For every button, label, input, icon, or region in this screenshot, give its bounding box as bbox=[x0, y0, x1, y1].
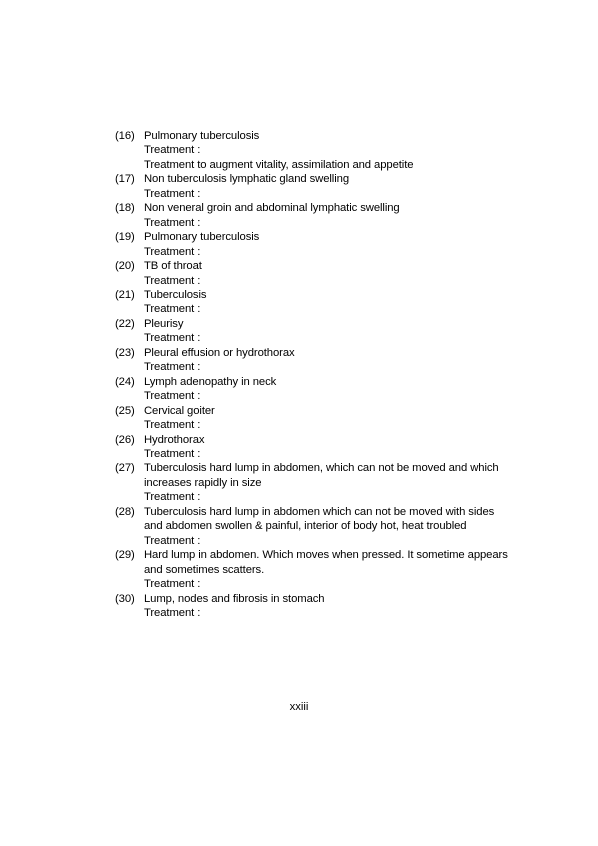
entry-line: Tuberculosis hard lump in abdomen, which can not be moved and which bbox=[144, 462, 499, 475]
entry-line: Pulmonary tuberculosis bbox=[144, 130, 260, 142]
entry-text bbox=[144, 592, 535, 621]
treatment-label: Treatment : bbox=[144, 274, 201, 287]
entry-number: (29) bbox=[115, 549, 135, 562]
entry-number: (19) bbox=[115, 231, 135, 244]
entry-line: Non tuberculosis lymphatic gland swelling bbox=[144, 173, 349, 186]
treatment-label: Treatment : bbox=[144, 390, 201, 403]
entry-line: and sometimes scatters. bbox=[144, 563, 265, 576]
list-item bbox=[115, 404, 535, 433]
entry-text bbox=[144, 505, 535, 548]
entry-number: (16) bbox=[115, 130, 135, 142]
list-item bbox=[115, 461, 535, 504]
entry-number: (26) bbox=[115, 433, 135, 446]
entry-text bbox=[144, 433, 535, 462]
entry-text bbox=[144, 375, 535, 404]
list-item bbox=[115, 433, 535, 462]
list-item bbox=[115, 346, 535, 375]
treatment-label: Treatment : bbox=[144, 216, 201, 229]
entry-number: (21) bbox=[115, 288, 135, 301]
entry-line: and abdomen swollen & painful, interior of body hot, heat troubled bbox=[144, 520, 467, 533]
entry-number: (18) bbox=[115, 202, 135, 215]
entry-text bbox=[144, 346, 535, 375]
treatment-label: Treatment : bbox=[144, 144, 201, 157]
entry-line: Hard lump in abdomen. Which moves when pressed. It sometime appears bbox=[144, 549, 508, 562]
treatment-label: Treatment : bbox=[144, 187, 201, 200]
entry-text bbox=[144, 259, 535, 288]
entry-line: increases rapidly in size bbox=[144, 476, 262, 489]
entry-line: Tuberculosis bbox=[144, 288, 207, 301]
entry-text bbox=[144, 548, 535, 591]
entry-line: Lymph adenopathy in neck bbox=[144, 375, 277, 388]
list-item bbox=[115, 317, 535, 346]
treatment-label: Treatment : bbox=[144, 419, 201, 432]
treatment-label: Treatment : bbox=[144, 606, 201, 619]
list-item bbox=[115, 129, 535, 172]
page-number: xxiii bbox=[289, 701, 309, 713]
entry-line: Pulmonary tuberculosis bbox=[144, 231, 260, 244]
entry-number: (25) bbox=[115, 404, 135, 417]
entry-text bbox=[144, 288, 535, 317]
treatment-label: Treatment : bbox=[144, 361, 201, 374]
treatment-label: Treatment : bbox=[144, 491, 201, 504]
entry-line: Pleurisy bbox=[144, 317, 184, 330]
entry-line: Tuberculosis hard lump in abdomen which can not be moved with sides bbox=[144, 505, 495, 518]
list-item bbox=[115, 505, 535, 548]
entry-text bbox=[144, 317, 535, 346]
treatment-label: Treatment : bbox=[144, 534, 201, 547]
entry-line: Non veneral groin and abdominal lymphatic swelling bbox=[144, 202, 400, 215]
entry-text bbox=[144, 172, 535, 201]
entry-text bbox=[144, 201, 535, 230]
entry-number: (23) bbox=[115, 346, 135, 359]
entry-number: (24) bbox=[115, 375, 135, 388]
list-item bbox=[115, 230, 535, 259]
list-item bbox=[115, 201, 535, 230]
entry-number: (28) bbox=[115, 505, 135, 518]
entry-text bbox=[144, 129, 535, 172]
treatment-label: Treatment : bbox=[144, 245, 201, 258]
treatment-label: Treatment : bbox=[144, 447, 201, 460]
list-item bbox=[115, 548, 535, 591]
entry-line: Hydrothorax bbox=[144, 433, 205, 446]
entry-line: TB of throat bbox=[144, 260, 202, 273]
list-item bbox=[115, 288, 535, 317]
entry-number: (22) bbox=[115, 317, 135, 330]
list-item bbox=[115, 172, 535, 201]
entry-text bbox=[144, 461, 535, 504]
entry-line: Pleural effusion or hydrothorax bbox=[144, 346, 295, 359]
entry-number: (27) bbox=[115, 462, 135, 475]
entry-text bbox=[144, 404, 535, 433]
entry-line: Lump, nodes and fibrosis in stomach bbox=[144, 592, 325, 605]
entry-number: (20) bbox=[115, 260, 135, 273]
treatment-label: Treatment : bbox=[144, 578, 201, 591]
entry-number: (30) bbox=[115, 592, 135, 605]
entry-number: (17) bbox=[115, 173, 135, 186]
entry-line: Treatment to augment vitality, assimilation and appetite bbox=[144, 158, 414, 171]
list-item bbox=[115, 592, 535, 621]
treatment-label: Treatment : bbox=[144, 332, 201, 345]
entry-text bbox=[144, 230, 535, 259]
condition-list bbox=[115, 129, 535, 620]
treatment-label: Treatment : bbox=[144, 303, 201, 316]
list-item bbox=[115, 375, 535, 404]
entry-line: Cervical goiter bbox=[144, 404, 215, 417]
list-item bbox=[115, 259, 535, 288]
